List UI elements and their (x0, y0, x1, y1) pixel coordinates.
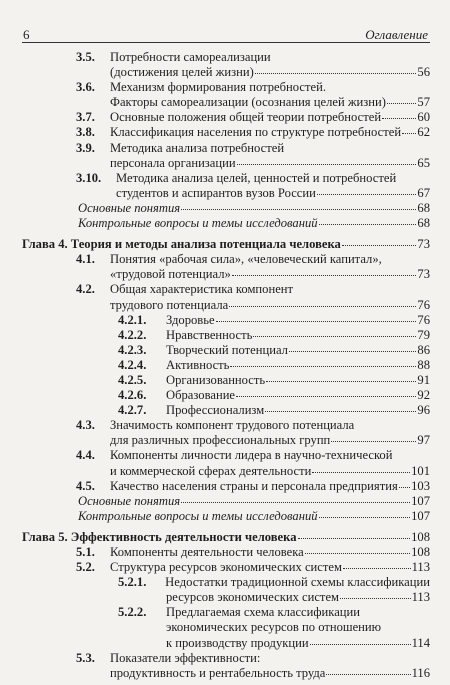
entry-title: Компоненты личности лидера в научно-технической (110, 448, 393, 463)
toc-entry-4-2-7[interactable] (22, 403, 430, 418)
toc-entry-4-2[interactable] (22, 282, 430, 312)
entry-page: 86 (417, 342, 430, 357)
dot-leader (402, 133, 416, 134)
dot-leader (266, 381, 416, 382)
toc-entry-5-2-2[interactable] (22, 605, 430, 650)
dot-leader (331, 441, 416, 442)
toc-entry-4-4[interactable] (22, 448, 430, 478)
entry-page: 108 (411, 529, 430, 544)
entry-title-cont: персонала организации (110, 155, 236, 170)
entry-title: Основные понятия (78, 493, 181, 508)
toc-entry-5-3[interactable] (22, 651, 430, 681)
entry-page: 96 (417, 403, 430, 418)
dot-leader (305, 553, 410, 554)
dot-leader (181, 502, 410, 503)
toc-entry-4-2-1[interactable] (22, 313, 430, 328)
chapter-title: Глава 4. Теория и методы анализа потенциала человека (22, 237, 341, 252)
entry-number: 4.1. (76, 252, 95, 267)
entry-title-cont: (достижения целей жизни) (110, 65, 254, 80)
dot-leader (340, 598, 411, 599)
toc-entry-5-1[interactable] (22, 545, 430, 560)
toc-entry-4-5[interactable] (22, 479, 430, 494)
entry-title: Структура ресурсов экономических систем (110, 560, 342, 575)
entry-page: 107 (411, 493, 430, 508)
entry-title-cont: Факторы самореализации (осознания целей жизни) (110, 95, 386, 110)
dot-leader (319, 224, 417, 225)
entry-number: 5.1. (76, 545, 95, 559)
dot-leader (310, 644, 411, 645)
entry-title: Контрольные вопросы и темы исследований (78, 216, 318, 231)
toc-entry-key-terms[interactable] (22, 201, 430, 216)
toc-chapter-5[interactable] (22, 530, 430, 545)
dot-leader (289, 351, 416, 352)
entry-page: 76 (417, 312, 430, 327)
toc-entry-3-8[interactable] (22, 125, 430, 140)
entry-page: 91 (417, 372, 430, 387)
toc-entry-4-2-6[interactable] (22, 388, 430, 403)
toc-entry-4-2-5[interactable] (22, 373, 430, 388)
entry-title: Основные понятия (78, 200, 181, 215)
entry-title: Общая характеристика компонент (110, 282, 294, 297)
entry-number: 5.2. (76, 560, 95, 575)
entry-page: 73 (417, 237, 430, 252)
dot-leader (319, 517, 411, 518)
entry-title: Основные положения общей теории потребностей (110, 110, 382, 125)
toc-entry-4-2-4[interactable] (22, 358, 430, 373)
entry-page: 76 (417, 297, 430, 312)
entry-number: 3.9. (76, 140, 95, 155)
toc-entry-4-3[interactable] (22, 418, 430, 448)
entry-number: 3.10. (76, 170, 102, 185)
dot-leader (230, 366, 416, 367)
entry-page: 57 (417, 95, 430, 110)
entry-title: Организованность (166, 372, 266, 387)
entry-page: 113 (411, 590, 430, 605)
entry-title: Потребности самореализации (110, 50, 271, 64)
toc-entry-3-5[interactable] (22, 50, 430, 80)
dot-leader (382, 118, 416, 119)
entry-title: Образование (166, 388, 236, 403)
entry-title: Понятия «рабочая сила», «человеческий капитал», (110, 252, 382, 267)
dot-leader (232, 275, 417, 276)
entry-title: Здоровье (166, 312, 215, 327)
entry-page: 108 (411, 545, 430, 559)
entry-page: 114 (411, 635, 430, 650)
table-of-contents (22, 50, 430, 681)
entry-title: Классификация населения по структуре потребностей (110, 125, 402, 140)
toc-entry-3-6[interactable] (22, 80, 430, 110)
entry-number: 3.5. (76, 50, 95, 64)
header-rule (22, 42, 430, 43)
entry-number: 5.3. (76, 650, 95, 665)
entry-title: Предлагаемая схема классификации (166, 605, 361, 620)
dot-leader (342, 245, 417, 246)
entry-title: Компоненты деятельности человека (110, 545, 304, 559)
toc-entry-review-questions[interactable] (22, 216, 430, 231)
toc-entry-review-questions[interactable] (22, 509, 430, 524)
entry-title-cont: трудового потенциала (110, 297, 229, 312)
running-head: Оглавление (365, 27, 428, 42)
entry-number: 4.3. (76, 418, 95, 433)
entry-number: 5.2.1. (118, 575, 147, 590)
dot-leader (237, 164, 417, 165)
entry-number: 5.2.2. (118, 605, 147, 620)
toc-entry-3-7[interactable] (22, 110, 430, 125)
page-number: 6 (23, 27, 30, 42)
toc-entry-key-terms[interactable] (22, 494, 430, 509)
entry-number: 4.2.4. (118, 357, 147, 372)
entry-page: 101 (411, 463, 430, 478)
entry-title: Творческий потенциал (166, 342, 288, 357)
entry-title: Недостатки традиционной схемы классификации (165, 575, 430, 590)
entry-page: 103 (411, 478, 430, 493)
dot-leader (229, 306, 416, 307)
dot-leader (399, 487, 410, 488)
entry-number: 4.2.3. (118, 342, 147, 357)
entry-page: 97 (417, 433, 430, 448)
toc-chapter-4[interactable] (22, 237, 430, 252)
entry-title: Показатели эффективности: (110, 650, 261, 665)
entry-title-cont: и коммерческой сферах деятельности (110, 463, 312, 478)
entry-page: 65 (417, 155, 430, 170)
entry-title-cont: продуктивность и рентабельность труда (110, 665, 326, 680)
toc-entry-4-2-3[interactable] (22, 343, 430, 358)
entry-page: 113 (411, 560, 430, 575)
toc-entry-4-1[interactable] (22, 252, 430, 282)
entry-page: 56 (417, 65, 430, 80)
toc-entry-5-2-1[interactable] (22, 575, 430, 605)
entry-number: 4.4. (76, 448, 95, 463)
entry-title: Активность (166, 357, 230, 372)
entry-title: Методика анализа потребностей (110, 140, 285, 155)
entry-title: Профессионализм (166, 403, 265, 418)
entry-page: 73 (417, 267, 430, 282)
entry-number: 4.2.2. (118, 327, 147, 342)
dot-leader (255, 73, 417, 74)
entry-title-cont: ресурсов экономических систем (166, 590, 339, 605)
entry-number: 4.2.5. (118, 372, 147, 387)
entry-page: 107 (411, 508, 430, 523)
entry-page: 67 (417, 185, 430, 200)
dot-leader (317, 194, 417, 195)
dot-leader (216, 321, 417, 322)
dot-leader (387, 103, 416, 104)
entry-page: 88 (417, 357, 430, 372)
entry-title: Нравственность (166, 327, 253, 342)
entry-title-cont: экономических ресурсов по отношению (166, 620, 382, 635)
entry-title: Механизм формирования потребностей. (110, 80, 326, 95)
entry-page: 68 (417, 216, 430, 231)
chapter-title: Глава 5. Эффективность деятельности человека (22, 529, 297, 544)
entry-title-cont: для различных профессиональных групп (110, 433, 331, 448)
entry-title: Значимость компонент трудового потенциала (110, 418, 355, 433)
entry-number: 4.2. (76, 282, 95, 297)
page-header (0, 0, 450, 40)
entry-number: 3.8. (76, 125, 95, 140)
dot-leader (253, 336, 416, 337)
entry-page: 60 (417, 110, 430, 125)
entry-title: Качество населения страны и персонала предприятия (110, 478, 398, 493)
dot-leader (312, 472, 410, 473)
entry-number: 4.2.1. (118, 312, 147, 327)
entry-page: 79 (417, 327, 430, 342)
toc-entry-3-10[interactable] (22, 171, 430, 201)
entry-title: Контрольные вопросы и темы исследований (78, 508, 318, 523)
dot-leader (181, 209, 416, 210)
entry-page: 68 (417, 200, 430, 215)
entry-title-cont: «трудовой потенциал» (110, 267, 231, 282)
toc-entry-3-9[interactable] (22, 141, 430, 171)
entry-page: 62 (417, 125, 430, 140)
entry-number: 3.6. (76, 80, 95, 95)
dot-leader (326, 674, 410, 675)
dot-leader (298, 538, 411, 539)
entry-number: 4.5. (76, 478, 95, 493)
dot-leader (343, 568, 411, 569)
toc-entry-5-2[interactable] (22, 560, 430, 575)
dot-leader (265, 411, 416, 412)
entry-page: 92 (417, 388, 430, 403)
entry-number: 3.7. (76, 110, 95, 125)
toc-entry-4-2-2[interactable] (22, 328, 430, 343)
entry-number: 4.2.7. (118, 403, 147, 418)
entry-page: 116 (411, 665, 430, 680)
entry-title-cont: к производству продукции (166, 635, 309, 650)
entry-title: Методика анализа целей, ценностей и потребностей (116, 170, 397, 185)
entry-title-cont: студентов и аспирантов вузов России (116, 185, 316, 200)
dot-leader (236, 396, 416, 397)
entry-number: 4.2.6. (118, 388, 147, 403)
